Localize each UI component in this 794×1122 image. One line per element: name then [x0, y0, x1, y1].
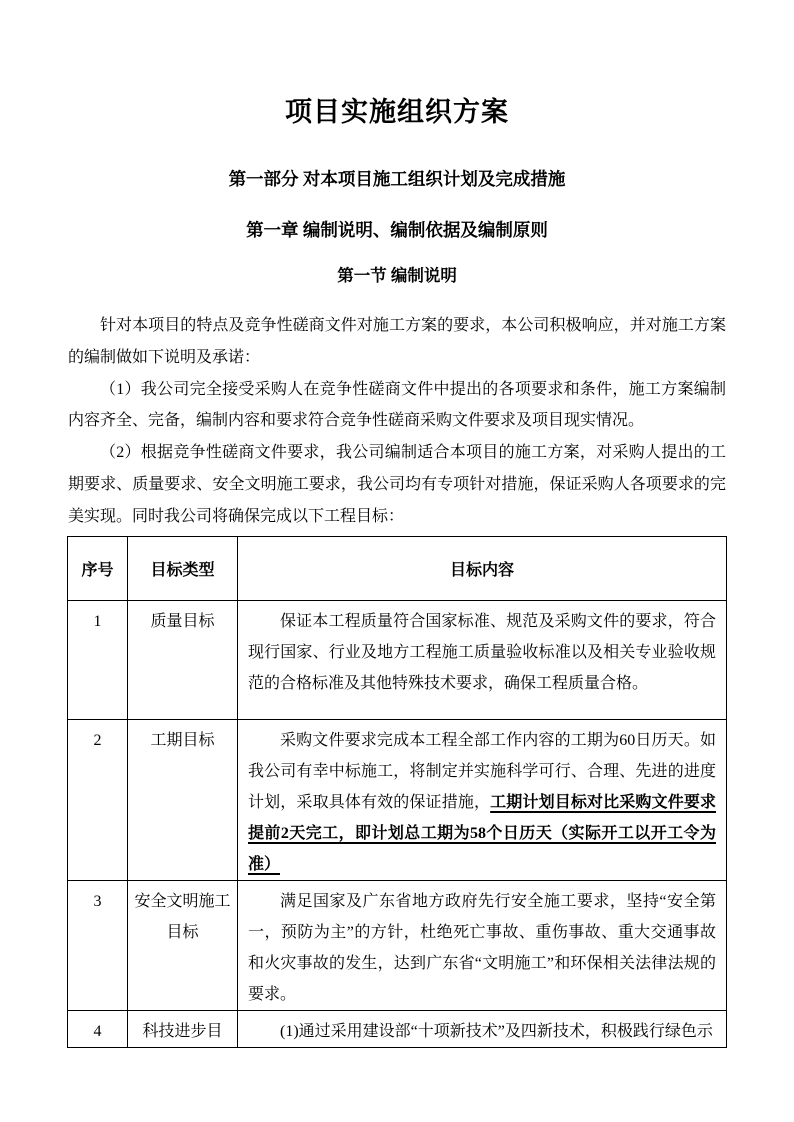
column-header-goal-type: 目标类型: [128, 536, 238, 600]
paragraph-commitment-2: （2）根据竞争性磋商文件要求，我公司编制适合本项目的施工方案，对采购人提出的工期要求、质量要求、安全文明施工要求，我公司均有专项针对措施，保证采购人各项要求的完美实现。同时我公司将确保完成以下工程目标：: [68, 444, 726, 525]
heading-section: 第一节 编制说明: [337, 266, 457, 285]
goal-content-text: 采购文件要求完成本工程全部工作内容的工期为60日历天。如我公司有幸中标施工，将制定并实施科学可行、合理、先进的进度计划，采取具体有效的保证措施，: [248, 731, 716, 811]
column-header-seq: 序号: [68, 536, 128, 600]
cell-goal-content: [238, 1010, 727, 1047]
heading-chapter: 第一章 编制说明、编制依据及编制原则: [246, 220, 548, 240]
project-goals-table: [67, 536, 727, 1048]
cell-seq: 1: [68, 600, 128, 719]
cell-goal-content: [238, 880, 727, 1010]
heading-part: 第一部分 对本项目施工组织计划及完成措施: [228, 169, 566, 189]
cell-goal-content: [238, 719, 727, 880]
goal-content-text: (1)通过采用建设部“十项新技术”及四新技术，积极践行绿色示: [280, 1022, 713, 1040]
paragraph-commitment-1: （1）我公司完全接受采购人在竞争性磋商文件中提出的各项要求和条件，施工方案编制内容齐全、完备，编制内容和要求符合竞争性磋商采购文件要求及项目现实情况。: [68, 380, 726, 430]
table-row: [68, 1010, 727, 1047]
table-row: [68, 880, 727, 1010]
table-row: [68, 719, 727, 880]
column-header-goal-content: 目标内容: [238, 536, 727, 600]
cell-seq: 4: [68, 1010, 128, 1047]
cell-goal-type: 质量目标: [128, 600, 238, 719]
cell-goal-content: [238, 600, 727, 719]
highlighted-commitment-text: 工期计划目标对比采购文件要求提前2天完工，即计划总工期为58个日历天（实际开工以开工令为准）: [248, 793, 716, 873]
document-title: 项目实施组织方案: [285, 97, 509, 127]
goal-content-text: 满足国家及广东省地方政府先行安全施工要求，坚持“安全第一，预防为主”的方针，杜绝死亡事故、重伤事故、重大交通事故和火灾事故的发生，达到广东省“文明施工”和环保相关法律法规的要求。: [248, 892, 716, 1003]
table-row: [68, 600, 727, 719]
body-text-block: [68, 310, 726, 533]
goals-table-body: [68, 600, 727, 1047]
cell-goal-type: 科技进步目: [128, 1010, 238, 1047]
goal-content-text: 保证本工程质量符合国家标准、规范及采购文件的要求，符合现行国家、行业及地方工程施工质量验收标准以及相关专业验收规范的合格标准及其他特殊技术要求，确保工程质量合格。: [248, 612, 716, 692]
cell-goal-type: 安全文明施工目标: [128, 880, 238, 1010]
paragraph-intro: 针对本项目的特点及竞争性磋商文件对施工方案的要求，本公司积极响应，并对施工方案的编制做如下说明及承诺：: [68, 317, 726, 366]
cell-seq: 2: [68, 719, 128, 880]
cell-goal-type: 工期目标: [128, 719, 238, 880]
table-header-row: [68, 536, 727, 600]
cell-seq: 3: [68, 880, 128, 1010]
